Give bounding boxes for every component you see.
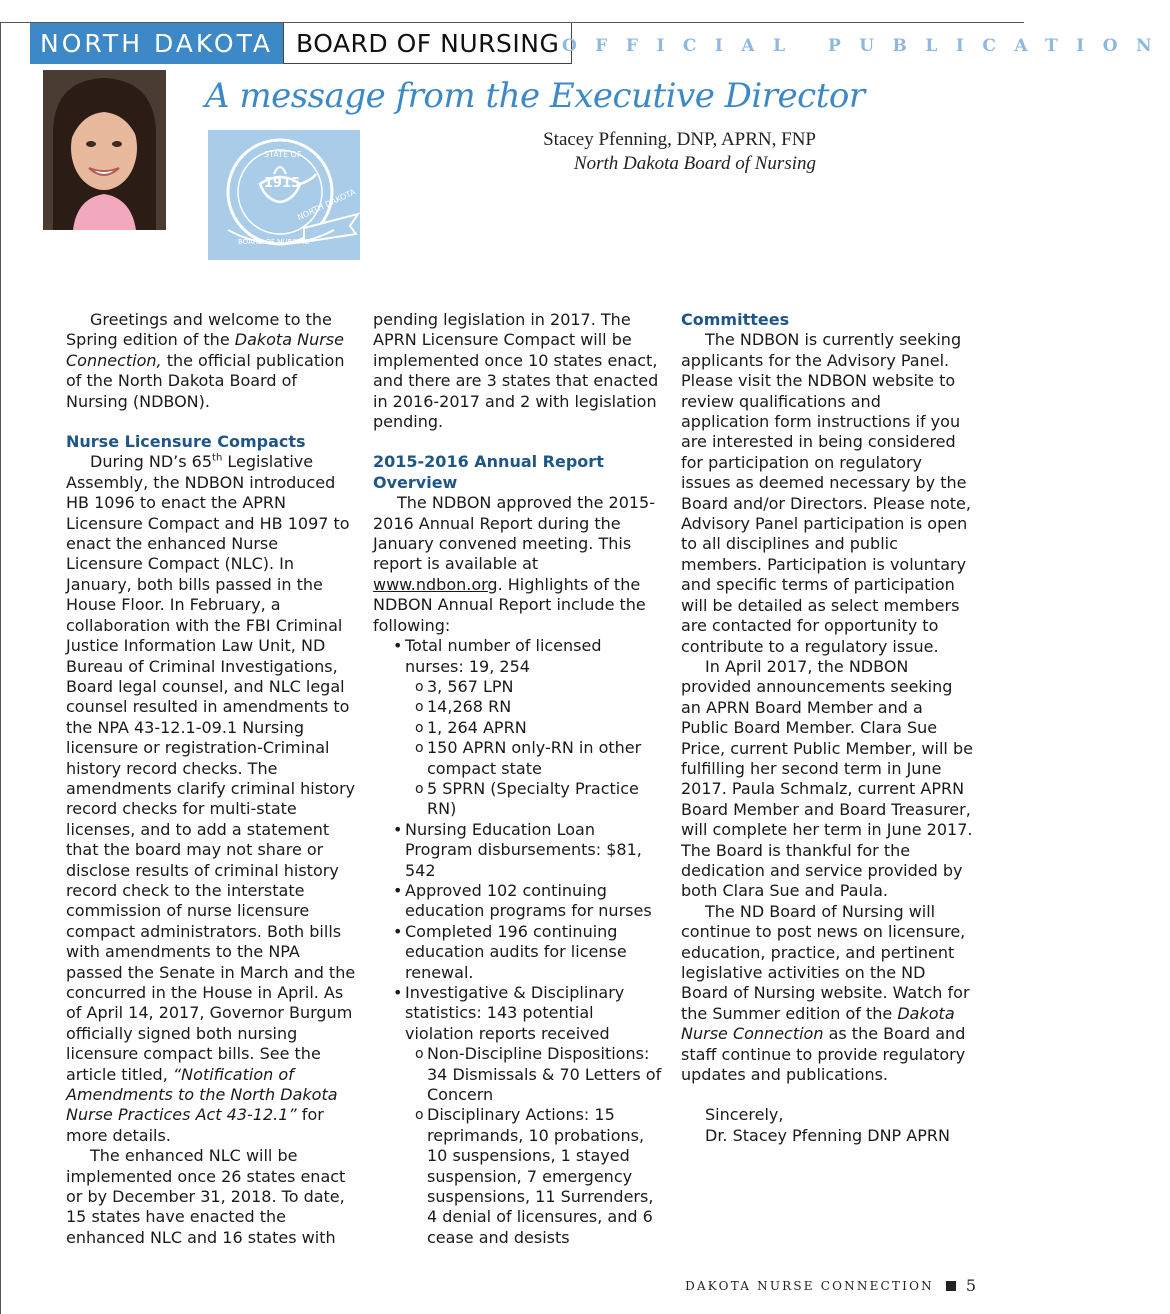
signature-name: Dr. Stacey Pfenning DNP APRN: [705, 1125, 950, 1145]
intro-text: Greetings and welcome to the Spring edition of the: [66, 310, 332, 350]
board-seal-logo: [208, 130, 360, 260]
section-heading-annual-report: 2015-2016 Annual Report Overview: [373, 452, 604, 492]
list-item: • Approved 102 continuing education programs for nurses: [393, 881, 665, 922]
author-name: Stacey Pfenning, DNP, APRN, FNP: [543, 129, 816, 150]
list-item: o 150 APRN only-RN in other compact state: [415, 738, 665, 779]
article-headline: A message from the Executive Director: [205, 76, 865, 116]
ndbon-website-link[interactable]: www.ndbon.org: [373, 574, 498, 594]
licensed-breakdown-list: [405, 677, 665, 820]
list-item: o Non-Discipline Dispositions: 34 Dismissals & 70 Letters of Concern: [415, 1044, 665, 1105]
report-highlights-list: [373, 636, 665, 1248]
article-column-1: [66, 310, 358, 1248]
investigative-breakdown-list: [405, 1044, 665, 1248]
list-item: o 5 SPRN (Specialty Practice RN): [415, 779, 665, 820]
compacts-text-body: Legislative Assembly, the NDBON introduced HB 1096 to enact the APRN Licensure Compact and HB 1097 to enact the enhanced Nurse Licensure Compact (NLC). In January, both bills passed in the House Floor. In February, a collaboration with the FBI Criminal Justice Information Law Unit, ND Bureau of Criminal Investigations, Board legal counsel, and NLC legal counsel resulted in amendments to the NPA 43-12.1-09.1 Nursing licensure or registration-Criminal history record checks. The amendments clarify criminal history record checks for multi-state licenses, and to add a statement that the board may not share or disclose results of criminal history record check to the interstate commission of nurse licensure compact administrators. Both bills with amendments to the NPA passed the Senate in March and the concurred in the House in April. As of April 14, 2017, Governor Burgum officially signed both nursing licensure compact bills. See the article titled,: [66, 452, 356, 1084]
frame-left-rule: [0, 22, 1, 1314]
masthead-board: BOARD OF NURSING: [283, 23, 572, 64]
author-photo: [43, 70, 166, 230]
compacts-paragraph: [66, 452, 358, 1146]
byline: [543, 128, 816, 176]
compacts-text-end: for more details.: [66, 1105, 324, 1145]
page-number: 5: [965, 1276, 976, 1295]
nlc-paragraph: The enhanced NLC will be implemented once 26 states enact or by December 31, 2018. To date, 15 states have enacted the enhanced NLC and 16 states with: [66, 1146, 346, 1247]
footer-publication: DAKOTA NURSE CONNECTION: [685, 1278, 934, 1293]
seal-north-dakota-text: NORTH DAKOTA: [296, 187, 357, 223]
continued-paragraph: pending legislation in 2017. The APRN Licensure Compact will be implemented once 10 states enact, and there are 3 states that enacted in 2016-2017 and 2 with legislation pending.: [373, 310, 659, 432]
list-item: o 1, 264 APRN: [415, 718, 665, 738]
list-item: o 14,268 RN: [415, 697, 665, 717]
closing-text-end: as the Board and staff continue to provide regulatory updates and publications.: [681, 1024, 966, 1085]
bullet-investigative: Investigative & Disciplinary statistics: 143 potential violation reports received: [405, 983, 625, 1043]
report-text-end: . Highlights of the NDBON Annual Report include the following:: [373, 574, 646, 635]
compacts-text: During ND’s 65: [90, 452, 213, 472]
closing-text: The ND Board of Nursing will continue to post news on licensure, education, practice, and pertinent legislative activities on the ND Board of Nursing website. Watch for the Summer edition of the: [681, 901, 970, 1023]
author-organization: North Dakota Board of Nursing: [573, 153, 816, 174]
seal-board-of-nursing-text: BOARD OF NURSING: [238, 238, 310, 246]
intro-text-end: the official publication of the North Dakota Board of Nursing (NDBON).: [66, 350, 345, 411]
masthead: [30, 23, 572, 64]
seal-state-of-text: STATE OF: [264, 150, 302, 159]
intro-paragraph: [66, 310, 358, 412]
list-item: o 3, 567 LPN: [415, 677, 665, 697]
list-item: [393, 636, 665, 820]
list-item: • Nursing Education Loan Program disbursements: $81, 542: [393, 820, 665, 881]
committees-paragraph: The NDBON is currently seeking applicants for the Advisory Panel. Please visit the NDBON website to review qualifications and application form instructions if you are interested in being considered for participation on regulatory issues as deemed necessary by the Board and/or Directors. Please note, Advisory Panel participation is open to all disciplines and public members. Participation is voluntary and specific terms of participation will be detailed as select members are contacted for opportunity to contribute to a regulatory issue.: [681, 330, 971, 656]
report-paragraph: [373, 493, 665, 636]
april-paragraph: In April 2017, the NDBON provided announcements seeking an APRN Board Member and a Public Board Member. Clara Sue Price, current Public Member, will be fulfilling her second term in June 2017. Paula Schmalz, current APRN Board Member and Board Treasurer, will complete her term in June 2017. The Board is thankful for the dedication and service provided by both Clara Sue and Paula.: [681, 656, 973, 901]
author-portrait-image: [43, 70, 166, 230]
list-item: • Completed 196 continuing education audits for license renewal.: [393, 922, 665, 983]
masthead-state: NORTH DAKOTA: [30, 23, 283, 64]
article-column-2: [373, 310, 665, 1248]
section-heading-committees: Committees: [681, 310, 790, 329]
closing-paragraph: [681, 902, 973, 1086]
official-publication-label: OFFICIAL PUBLICATION: [562, 36, 1170, 56]
report-text: The NDBON approved the 2015-2016 Annual Report during the January convened meeting. This report is available at: [373, 493, 655, 574]
list-item: o Disciplinary Actions: 15 reprimands, 10 probations, 10 suspensions, 1 stayed suspension, 7 emergency suspensions, 11 Surrenders, 4 denial of licensures, and 6 cease and desists: [415, 1105, 665, 1248]
page-footer: [685, 1276, 976, 1295]
list-item: [393, 983, 665, 1248]
ordinal-suffix: th: [212, 453, 223, 465]
section-heading-compacts: Nurse Licensure Compacts: [66, 432, 306, 452]
signature-block: [681, 1105, 973, 1146]
footer-square-icon: [946, 1281, 956, 1291]
article-title-reference: “Notification of Amendments to the North Dakota Nurse Practices Act 43-12.1”: [66, 1064, 338, 1125]
seal-year-text: 1915: [264, 176, 301, 191]
publication-name: Dakota Nurse Connection: [681, 1003, 955, 1044]
sign-off: Sincerely,: [705, 1105, 784, 1125]
article-column-3: [681, 310, 973, 1146]
bullet-licensed-nurses: Total number of licensed nurses: 19, 254: [405, 636, 602, 676]
publication-name: Dakota Nurse Connection,: [66, 330, 344, 370]
